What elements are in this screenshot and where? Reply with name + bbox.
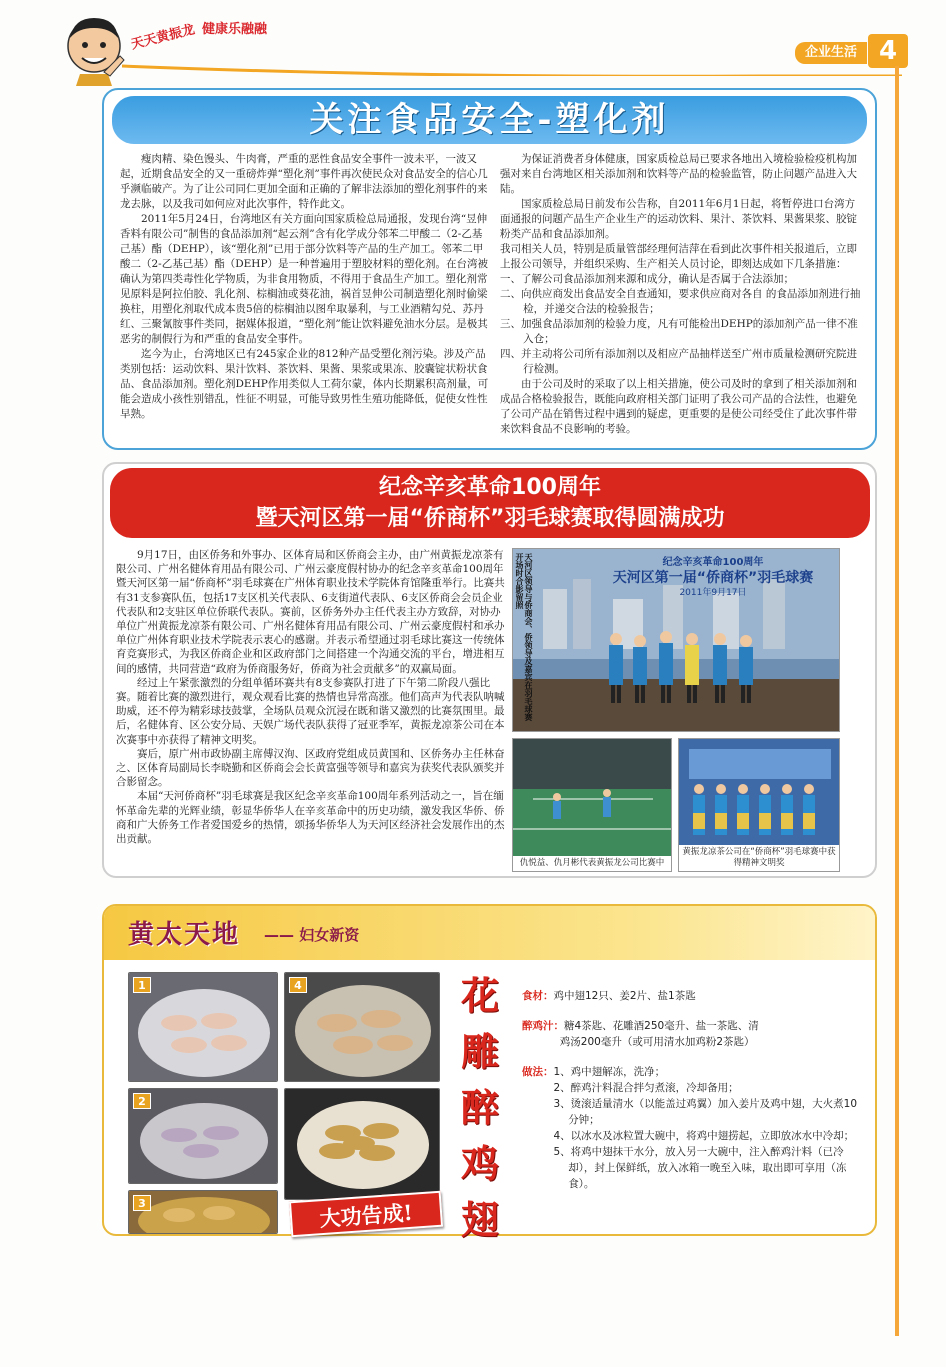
- slogan-right: 健康乐融融: [202, 22, 268, 37]
- group-photo: [512, 548, 840, 732]
- method-step: 5、将鸡中翅抹干水分，放入另一大碗中，注入醉鸡汁料（已冷却），封上保鲜纸，放入冰箱一晚至入味，取出即可享用（冻食）。: [553, 1146, 847, 1190]
- sauce-text-line1: 糖4茶匙、花雕酒250毫升、盐一茶匙、清: [564, 1020, 759, 1032]
- food-photo-1: [128, 972, 278, 1082]
- ingredients-text: 鸡中翅12只、姜2片、盐1茶匙: [553, 990, 696, 1002]
- food-photo-3: [128, 1190, 278, 1234]
- award-photo: [678, 738, 840, 872]
- match-photo: [512, 738, 672, 872]
- dish-char: 鸡: [460, 1141, 499, 1186]
- page-header: [60, 6, 910, 86]
- recipe-section-title: 黄太天地: [128, 920, 241, 950]
- paragraph: 经过上午紧张激烈的分组单循环赛共有8支参赛队打进了下午第二阶段八强比赛。随着比赛的激烈进行，观众观看比赛的热情也异常高涨。他们高声为代表队呐喊助威，还不停为精彩球技鼓掌，全场队员观众沉浸在既和谐又激烈的比赛氛围里。最后，名健体育、区公安分局、天娱广场代表队获得了冠亚季军，黄振龙凉茶公司在本次赛事中亦获得了精神文明奖。: [116, 676, 505, 746]
- method-step: 3、烫滚适量清水（以能盖过鸡翼）加入姜片及鸡中翅，大火煮10分钟；: [553, 1098, 858, 1126]
- article-recipe: [102, 904, 877, 1242]
- article-badminton: [102, 462, 877, 878]
- mascot-logo: [60, 12, 128, 86]
- paragraph: 9月17日，由区侨务和外事办、区体育局和区侨商会主办，由广州黄振龙凉茶有限公司、广州名健体育用品有限公司、广州云豪度假村协办的纪念辛亥革命100周年暨天河区第一届“侨商杯”羽毛球赛在广州体育职业技术学院体育馆隆重举行。比赛共有31支参赛队伍，包括17支区机关代表队、6支街道代表队、6支区侨商会会员企业代表队和2支驻区单位侨联代表队。赛前，区侨务外办主任代表主办方致辞，对协办单位广州黄振龙凉茶有限公司、广州名健体育用品有限公司、广州云豪度假村和承办单位广州体育职业技术学院表示衷心的感谢。并表示希望通过羽毛球比赛这一传统体育竞赛形式，为我区侨商企业和区政府部门之间搭建一个沟通交流的平台，增进相互间的感情，共同营造“政府为侨商服务好，侨商为社会贡献多”的双赢局面。: [116, 549, 505, 675]
- dish-char: 雕: [460, 1029, 499, 1074]
- measure-item: 三、加强食品添加剂的检验力度，凡有可能检出DEHP的添加剂产品一律不准入仓；: [500, 318, 858, 345]
- right-rule: [895, 66, 899, 1336]
- photo-banner-line1: 纪念辛亥革命100周年: [662, 557, 764, 568]
- dish-name: [456, 968, 504, 1248]
- paragraph: 迄今为止，台湾地区已有245家企业的812种产品受塑化剂污染。涉及产品类别包括：运动饮料、果汁饮料、茶饮料、果酱、果浆或果冻、胶囊锭状粉状食品、食品添加剂。塑化剂DEHP作用类似人工荷尔蒙，体内长期累积高剂量，可能会造成小孩性别错乱，性征不明显，可能导致男性生殖功能降低，促使女性性早熟。: [120, 348, 489, 420]
- dish-char: 花: [460, 973, 499, 1018]
- article-plasticizer-title: 关注食品安全-塑化剂: [112, 96, 867, 144]
- article-plasticizer-right-column: [500, 152, 865, 437]
- step-badge: 4: [289, 977, 307, 993]
- paragraph: 瘦肉精、染色馒头、牛肉膏，严重的恶性食品安全事件一波未平，一波又起，近期食品安全的又一重磅炸弹“塑化剂”事件再次使民众对食品安全的信心几乎濒临破产。为了让公司同仁更加全面和正确的了解非法添加的塑化剂事件的来龙去脉，以及我司如何应对此次事件，特作此文。: [120, 153, 488, 210]
- finished-dish-image: [285, 1089, 440, 1200]
- match-photo-caption: 仇悦益、仇月彬代表黄振龙公司比赛中: [513, 856, 671, 871]
- ingredients-row: [522, 988, 862, 1004]
- title-line-2: 暨天河区第一届“侨商杯”羽毛球赛取得圆满成功: [255, 506, 725, 531]
- method-step: 2、醉鸡汁料混合拌匀煮滚，冷却备用；: [553, 1082, 739, 1094]
- ingredients-label: 食材：: [522, 990, 554, 1002]
- sauce-label: 醉鸡汁：: [522, 1020, 564, 1032]
- paragraph: 为保证消费者身体健康，国家质检总局已要求各地出入境检验检疫机构加强对来自台湾地区相关添加剂和饮料等产品的检验监管，防止问题产品进入大陆。: [500, 153, 857, 195]
- method-step: 1、鸡中翅解冻，洗净；: [553, 1066, 666, 1078]
- article-badminton-title: [110, 468, 870, 538]
- method-row: [522, 1064, 862, 1192]
- step-badge: 2: [133, 1093, 151, 1109]
- photo-banner-date: 2011年9月17日: [679, 588, 747, 598]
- article-badminton-body: [116, 548, 508, 846]
- recipe-section-subtitle: —— 妇女新资: [264, 924, 359, 945]
- article-plasticizer-left-column: [120, 152, 490, 422]
- method-step: 4、以冰水及冰粒置大碗中，将鸡中翅捞起，立即放冰水中冷却；: [553, 1130, 855, 1142]
- award-photo-caption: 黄振龙凉茶公司在“侨商杯”羽毛球赛中获得精神文明奖: [679, 845, 839, 871]
- method-label: 做法：: [522, 1066, 554, 1078]
- boiled-wings-image: [129, 1089, 278, 1184]
- recipe-text: [522, 988, 862, 1206]
- paragraph: 赛后，原广州市政协副主席傅汉洵、区政府党组成员黄国和、区侨务办主任林奋之、区体育局副局长李晓勤和区侨商会会长黄富强等领导和嘉宾为获奖代表队颁奖并合影留念。: [116, 747, 505, 789]
- done-banner: 大功告成!: [289, 1191, 443, 1238]
- group-photo-caption: 天河区领导与侨商会、侨领导及嘉宾在羽毛球赛开场时合影留照: [515, 553, 533, 721]
- section-tag: 企业生活: [795, 42, 867, 64]
- dish-char: 醉: [460, 1085, 499, 1130]
- food-photo-4: [284, 972, 440, 1082]
- slogan-left: 天天黄振龙: [129, 22, 197, 53]
- sauce-text-line2: 鸡汤200毫升（或可用清水加鸡粉2茶匙）: [559, 1036, 755, 1048]
- food-photo-final: [284, 1088, 440, 1200]
- measure-item: 四、并主动将公司所有添加剂以及相应产品抽样送至广州市质量检测研究院进行检测。: [500, 348, 857, 375]
- chilled-wings-image: [285, 973, 440, 1082]
- page-number: 4: [868, 34, 908, 68]
- match-photo-image: [513, 739, 672, 872]
- header-swoosh: [122, 36, 902, 76]
- paragraph: 2011年5月24日，台湾地区有关方面向国家质检总局通报，发现台湾“昱伸香料有限公司”制售的食品添加剂“起云剂”含有化学成分邻苯二甲酸二（2-乙基己基）酯（DEHP），该“塑化剂”已用于部分饮料等产品的生产加工。邻苯二甲酸二（2-乙基己基）酯（DEHP）是一种普遍用于塑胶材料的塑化剂。在台湾被确认为第四类毒性化学物质，为非食用物质，不得用于食品生产加工。塑化剂常见原料是阿拉伯胶、乳化剂、棕榈油或葵花油，祸首昱伸公司制造塑化剂时偷梁换柱，用塑化剂取代成本贵5倍的棕榈油以图牟取暴利，与工业酒精勾兑、苏丹红、三聚氰胺事件类同，据媒体报道，“塑化剂”能让饮料避免油水分层。是极其恶劣的制假行为和严重的食品安全事件。: [120, 213, 489, 345]
- dish-char: 翅: [460, 1197, 499, 1242]
- soaked-wings-image: [129, 1191, 278, 1234]
- title-line-1: 纪念辛亥革命100周年: [379, 475, 601, 500]
- article-plasticizer: [102, 88, 877, 450]
- sauce-row: [522, 1018, 862, 1050]
- food-photo-2: [128, 1088, 278, 1184]
- step-badge: 3: [133, 1195, 151, 1211]
- paragraph: 本届“天河侨商杯”羽毛球赛是我区纪念辛亥革命100周年系列活动之一，旨在缅怀革命先辈的光辉业绩，彰显华侨华人在辛亥革命中的历史功绩，激发我区华侨、侨商和广大侨务工作者爱国爱乡的热情，颂扬华侨华人为天河区经济社会发展作出的杰出贡献。: [116, 790, 505, 846]
- step-badge: 1: [133, 977, 151, 993]
- measure-item: 二、向供应商发出食品安全自查通知，要求供应商对各自 的食品添加剂进行抽检，并递交合法的检验报告；: [500, 288, 861, 315]
- paragraph: 由于公司及时的采取了以上相关措施，使公司及时的拿到了相关添加剂和成品合格检验报告，既能向政府相关部门证明了我公司产品的合法性，也避免了公司产品在销售过程中遇到的疑虑，更重要的是使公司经受住了此次事件带来饮料食品不良影响的考验。: [500, 378, 857, 435]
- raw-wings-image: [129, 973, 278, 1082]
- photo-banner-line2: 天河区第一届“侨商杯”羽毛球赛: [612, 570, 814, 586]
- measure-item: 一、了解公司食品添加剂来源和成分，确认是否属于合法添加；: [500, 273, 794, 285]
- paragraph: 我司相关人员，特别是质量管部经理何洁萍在看到此次事件相关报道后，立即上报公司领导，并组织采购、生产相关人员讨论，即刻达成如下几条措施：: [500, 243, 857, 270]
- paragraph: 国家质检总局日前发布公告称，自2011年6月1日起，将暂停进口台湾方面通报的问题产品生产企业生产的运动饮料、果汁、茶饮料、果酱果浆、胶锭粉类产品和食品添加剂。: [500, 198, 857, 240]
